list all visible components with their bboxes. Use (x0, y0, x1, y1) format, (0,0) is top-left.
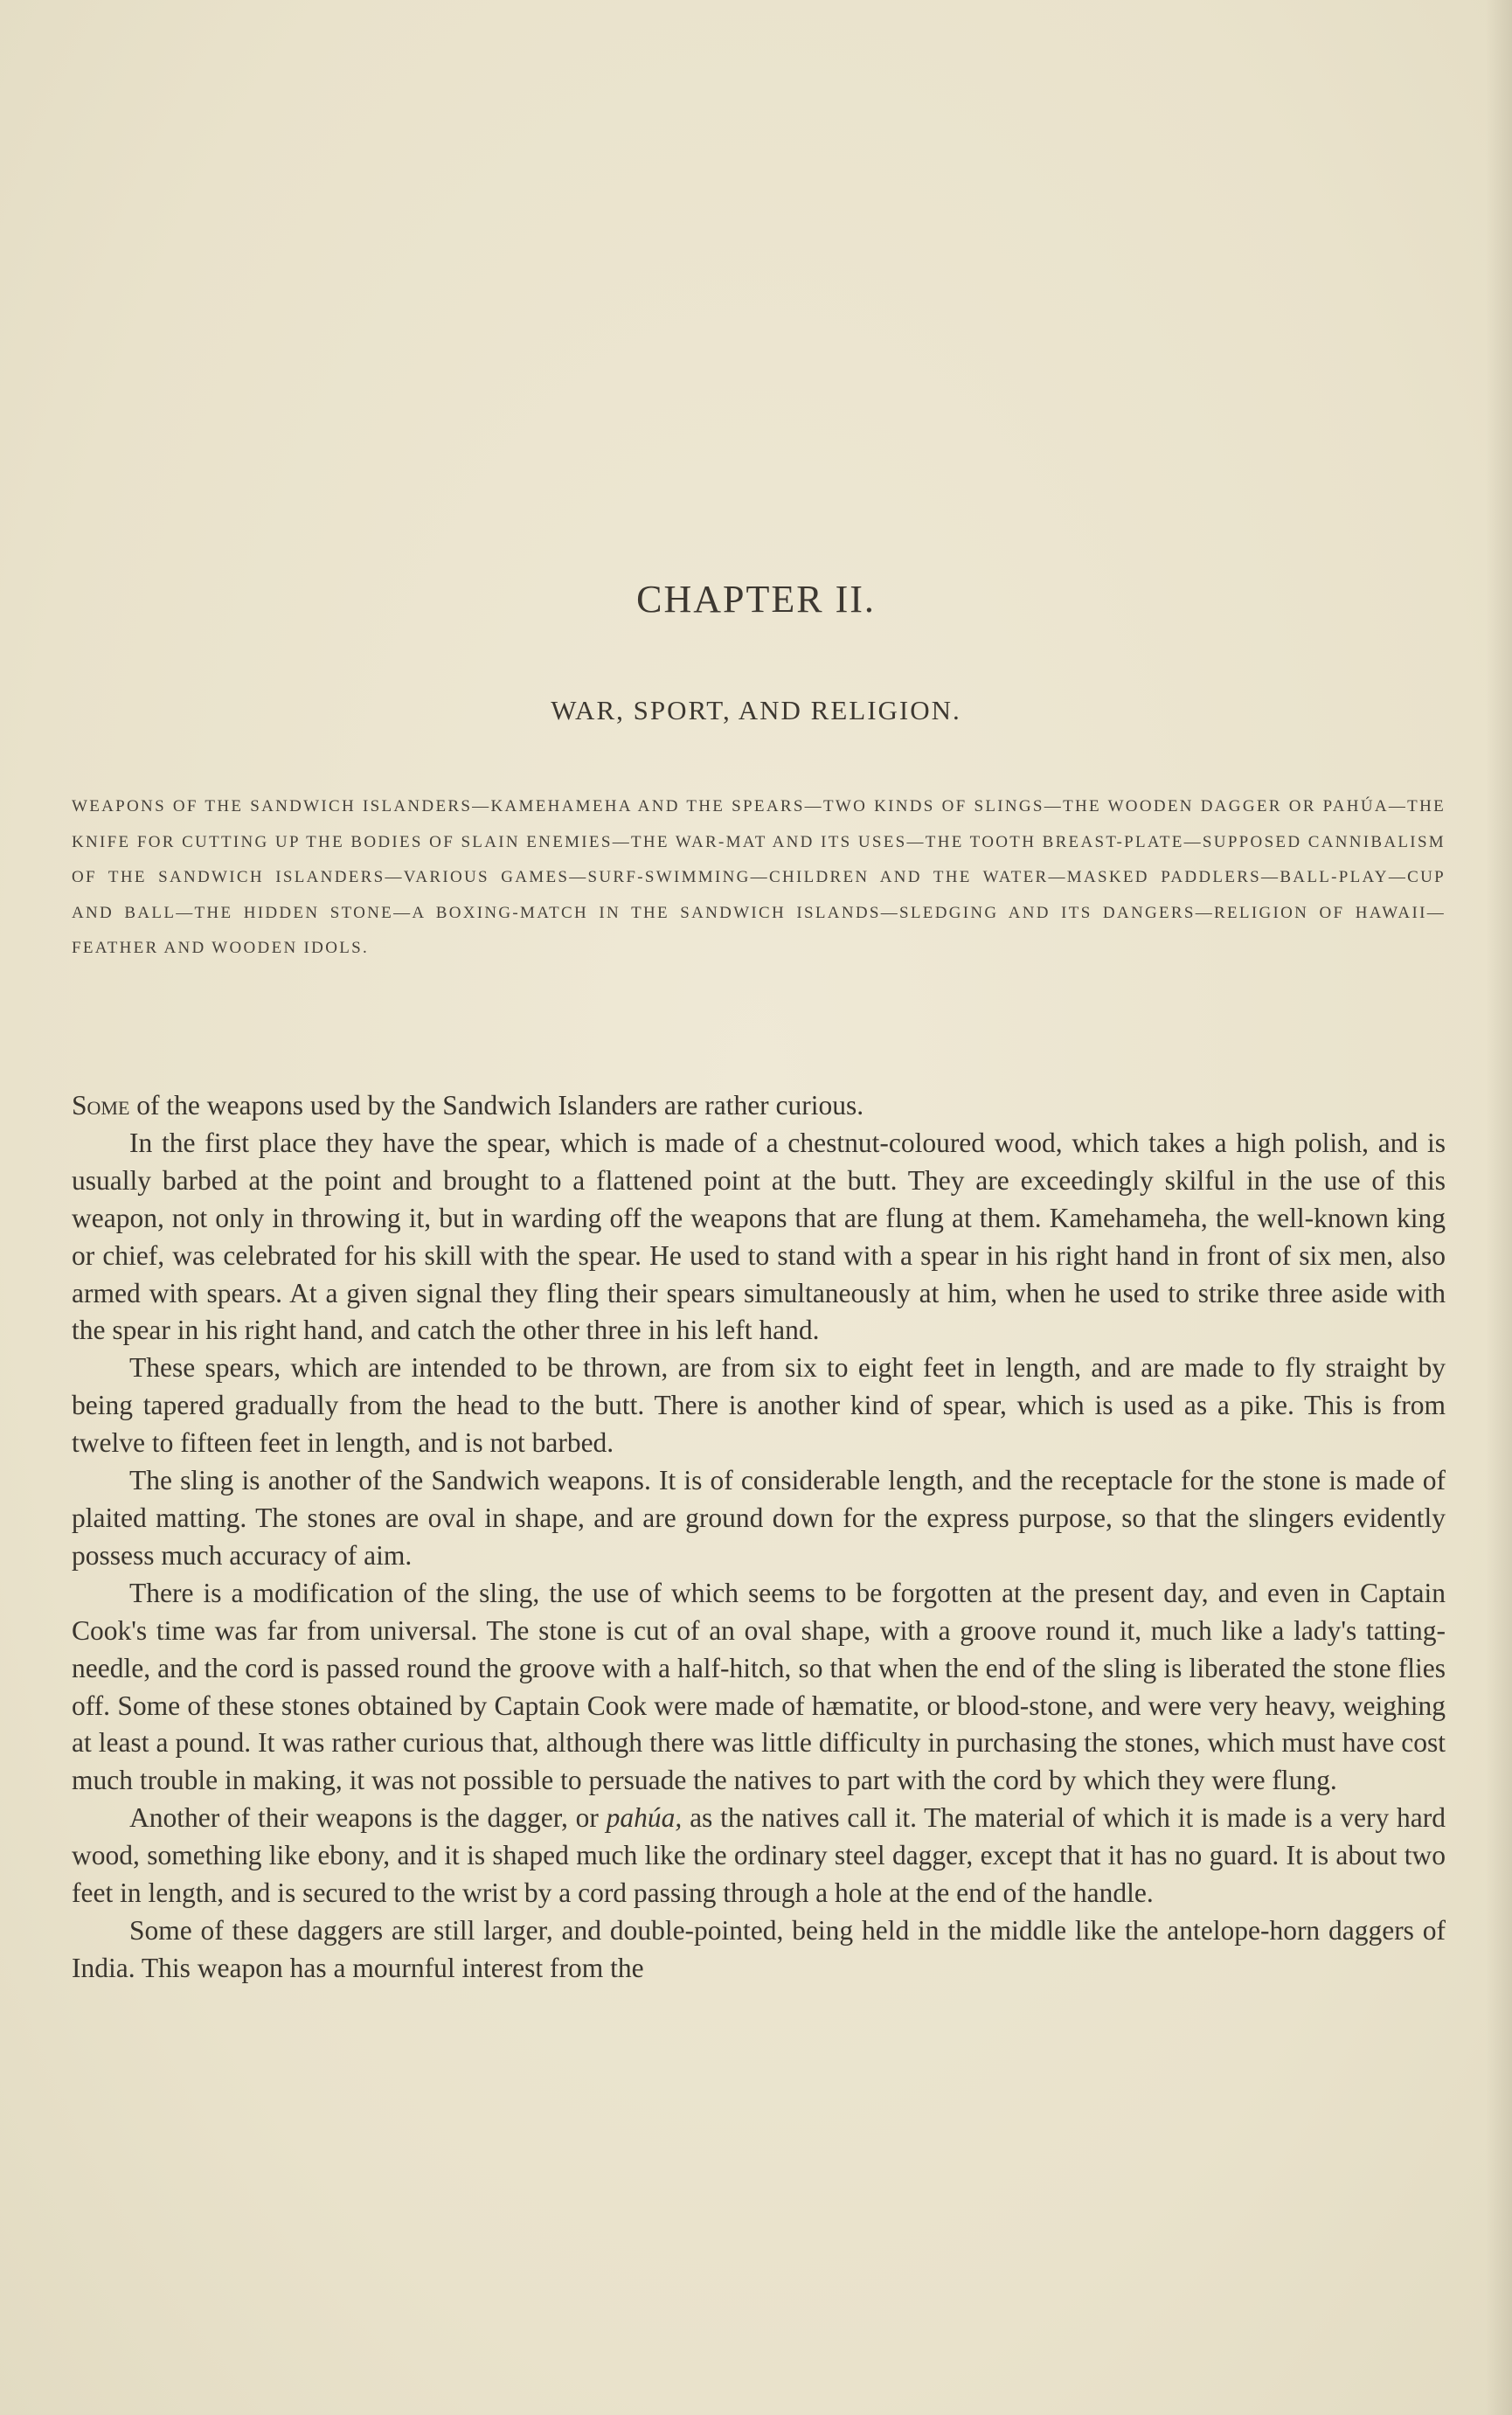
paragraph-6-italic-term: pahúa, (606, 1802, 683, 1834)
paragraph-lead-word: Some (72, 1090, 130, 1121)
page-edge-shadow (1486, 0, 1512, 2415)
paragraph-2: In the first place they have the spear, which is made of a chestnut-coloured wood, which takes a high polish, and is usually barbed at the point and brought to a flattened point at the butt. They are exceedingly skilful in the use of this weapon, not only in throwing it, but in warding off the weapons that are flung at them. Kamehameha, the well-known king or chief, was celebrated for his skill with the spear. He used to stand with a spear in his right hand in front of six men, also armed with spears. At a given signal they fling their spears simultaneously at him, when he used to strike three aside with the spear in his right hand, and catch the other three in his left hand. (72, 1127, 1446, 1346)
paragraph-1 (72, 1087, 1446, 1125)
paragraph-4: The sling is another of the Sandwich weapons. It is of considerable length, and the receptacle for the stone is made of plaited matting. The stones are oval in shape, and are ground down for the express purpose, so that the slingers evidently possess much accuracy of aim. (72, 1465, 1446, 1571)
paragraph-7: Some of these daggers are still larger, and double-pointed, being held in the middle like the antelope-horn daggers of India. This weapon has a mournful interest from the (72, 1914, 1446, 1983)
paragraph-5: There is a modification of the sling, the use of which seems to be forgotten at the present day, and even in Captain Cook's time was far from universal. The stone is cut of an oval shape, with a groove round it, much like a lady's tatting-needle, and the cord is passed round the groove with a half-hitch, so that when the end of the sling is liberated the stone flies off. Some of these stones obtained by Captain Cook were made of hæmatite, or blood-stone, and were very heavy, weighing at least a pound. It was rather curious that, although there was little difficulty in purchasing the stones, which must have cost much trouble in making, it was not possible to persuade the natives to part with the cord by which they were flung. (72, 1577, 1446, 1796)
paragraph-6 (72, 1800, 1446, 1912)
paragraph-3: These spears, which are intended to be thrown, are from six to eight feet in length, and are made to fly straight by being tapered gradually from the head to the butt. There is another kind of spear, which is used as a pike. This is from twelve to fifteen feet in length, and is not barbed. (72, 1352, 1446, 1459)
paragraph-6-text-a: Another of their weapons is the dagger, or (129, 1802, 607, 1834)
chapter-synopsis: WEAPONS OF THE SANDWICH ISLANDERS—KAMEHAMEHA AND THE SPEARS—TWO KINDS OF SLINGS—THE WOODEN DAGGER OR PAHÚA—THE KNIFE FOR CUTTING UP THE BODIES OF SLAIN ENEMIES—THE WAR-MAT AND ITS USES—THE TOOTH BREAST-PLATE—SUPPOSED CANNIBALISM OF THE SANDWICH ISLANDERS—VARIOUS GAMES—SURF-SWIMMING—CHILDREN AND THE WATER—MASKED PADDLERS—BALL-PLAY—CUP AND BALL—THE HIDDEN STONE—A BOXING-MATCH IN THE SANDWICH ISLANDS—SLEDGING AND ITS DANGERS—RELIGION OF HAWAII—FEATHER AND WOODEN IDOLS. (72, 797, 1446, 957)
paragraph-1-text: of the weapons used by the Sandwich Islanders are rather curious. (129, 1090, 864, 1121)
chapter-body (72, 1087, 1446, 1988)
chapter-subtitle: WAR, SPORT, AND RELIGION. (551, 695, 961, 725)
paragraph-6-text-b: as the natives call it. The material of which it is made is a very hard wood, something like ebony, and it is shaped much like the ordinary steel dagger, except that it has no guard. It is about two feet in length, and is secured to the wrist by a cord passing through a hole at the end of the handle. (72, 1802, 1446, 1909)
chapter-title: CHAPTER II. (636, 578, 876, 621)
